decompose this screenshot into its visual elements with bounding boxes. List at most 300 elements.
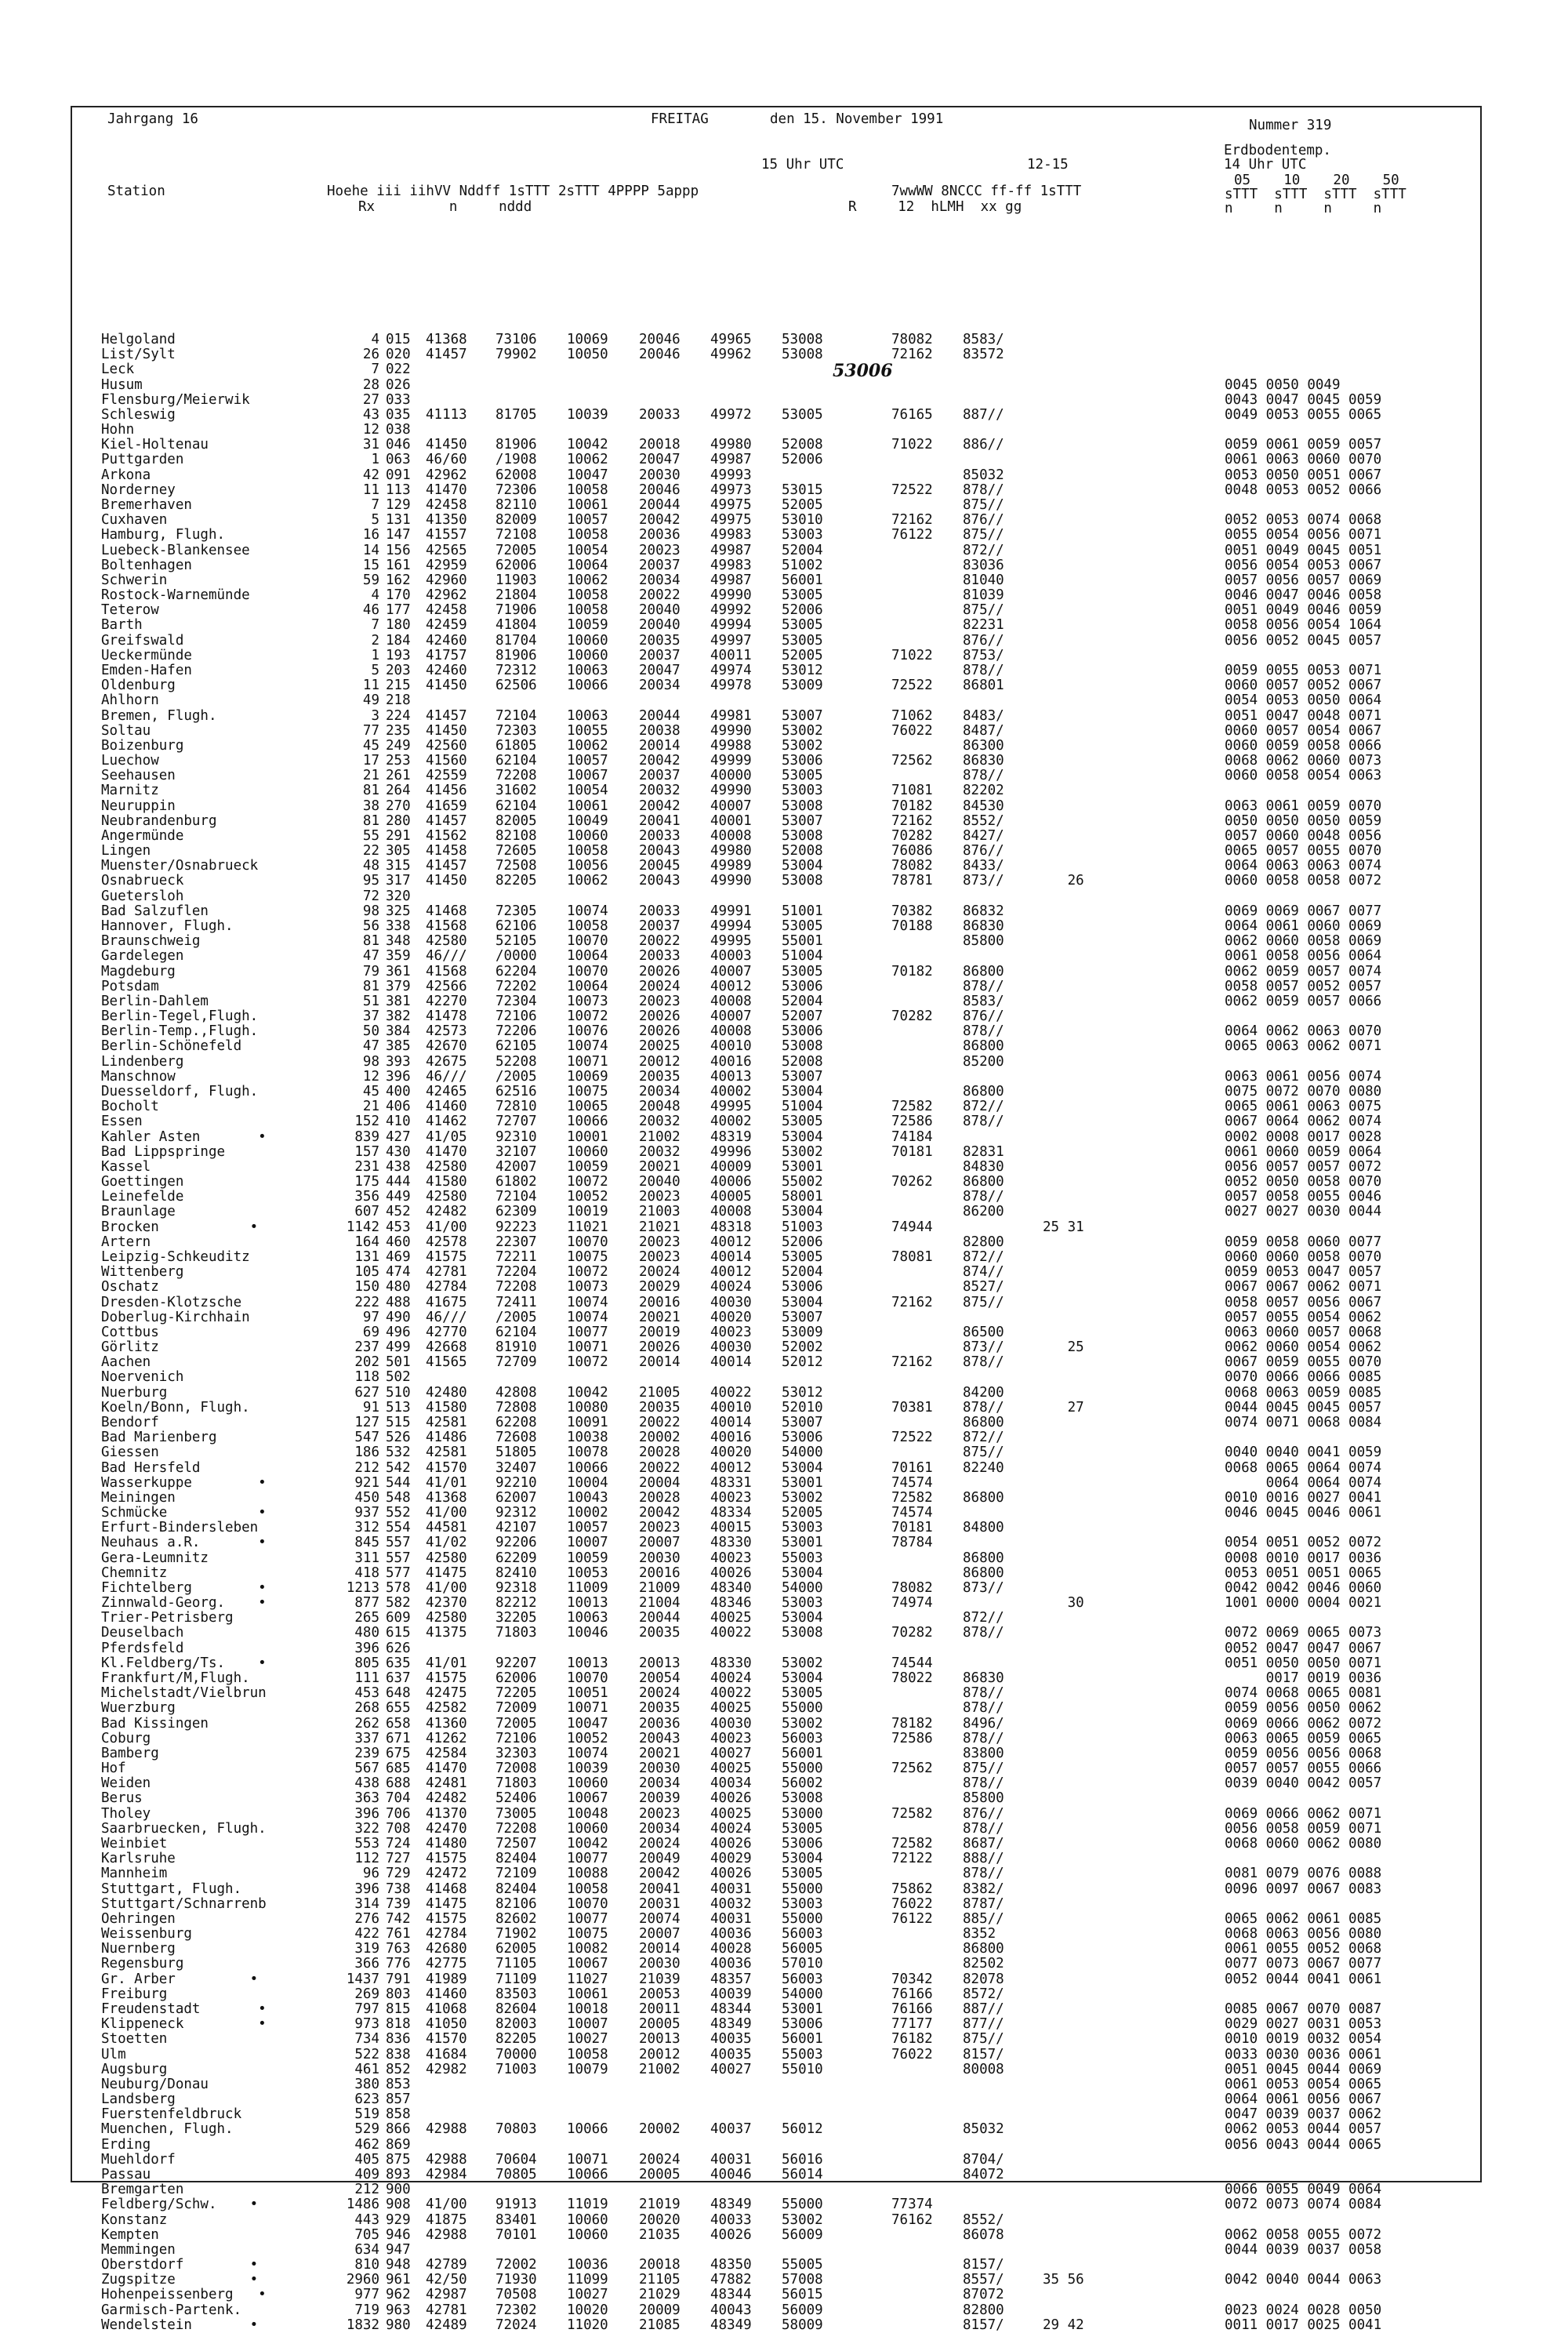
soil-temps: 0059 0055 0053 0071	[1225, 662, 1382, 678]
tendency-group: 56009	[782, 2302, 823, 2318]
iihvv-group: 42472	[426, 1866, 467, 1882]
cloud-group: 86800	[963, 1941, 1004, 1957]
iihvv-group: 41575	[426, 1248, 467, 1265]
weather-group: 77374	[891, 2197, 933, 2213]
station-height: 268	[354, 1700, 379, 1717]
soil-temps: 0059 0056 0056 0068	[1225, 1745, 1382, 1761]
iihvv-group: 42770	[426, 1324, 467, 1340]
station-id: 513	[386, 1399, 411, 1415]
temp-group-2: 20046	[639, 347, 681, 363]
range-12-15-label: 12-15	[1027, 157, 1069, 173]
soil-temps: 0070 0066 0066 0085	[1225, 1369, 1382, 1386]
station-height: 5	[371, 512, 379, 529]
soil-temps: 0059 0056 0050 0062	[1225, 1700, 1382, 1717]
station-id: 406	[386, 1099, 411, 1115]
weather-group: 70342	[891, 1971, 933, 1987]
tendency-group: 53000	[782, 1805, 823, 1822]
iihvv-group: 42988	[426, 2226, 467, 2243]
weather-group: 72582	[891, 1489, 933, 1506]
station-id: 776	[386, 1956, 411, 1972]
weather-group: 78081	[891, 1248, 933, 1265]
station-id: 648	[386, 1685, 411, 1702]
station-id: 577	[386, 1564, 411, 1581]
cloud-group: 85032	[963, 467, 1004, 483]
temp-group-1: 10058	[567, 481, 608, 498]
pressure-group: 40000	[710, 768, 752, 784]
station-id: 177	[386, 602, 411, 619]
temp-group-1: 10077	[567, 1910, 608, 1927]
pressure-group: 48344	[710, 2287, 752, 2303]
soil-temps: 0023 0024 0028 0050	[1225, 2302, 1382, 2318]
cloud-group: 875//	[963, 1761, 1004, 1777]
station-id: 270	[386, 798, 411, 814]
soil-temps: 0069 0069 0067 0077	[1225, 903, 1382, 919]
station-height: 366	[354, 1956, 379, 1972]
station-name: Augsburg	[101, 2061, 168, 2077]
iihvv-group: 42370	[426, 1595, 467, 1612]
iihvv-group: 41480	[426, 1836, 467, 1852]
iihvv-group: 41478	[426, 1008, 467, 1025]
station-id: 708	[386, 1820, 411, 1837]
station-id: 449	[386, 1189, 411, 1205]
station-id: 193	[386, 647, 411, 663]
nddff-group: 62516	[495, 1084, 537, 1099]
tendency-group: 53002	[782, 1143, 823, 1160]
pressure-group: 40008	[710, 1023, 752, 1040]
temp-group-2: 20002	[639, 2121, 681, 2138]
station-id: 548	[386, 1489, 411, 1506]
station-height: 98	[362, 903, 379, 919]
station-height: 131	[354, 1248, 379, 1265]
station-id: 224	[386, 707, 411, 724]
cloud-group: 86800	[963, 963, 1004, 979]
station-height: 734	[354, 2031, 379, 2048]
station-id: 515	[386, 1414, 411, 1430]
cloud-group: 81040	[963, 572, 1004, 588]
station-id: 379	[386, 978, 411, 994]
cloud-group: 8787/	[963, 1895, 1004, 1912]
iihvv-group: 42775	[426, 1956, 467, 1972]
station-height: 262	[354, 1715, 379, 1732]
tendency-group: 56001	[782, 2031, 823, 2048]
weather-group: 76166	[891, 1986, 933, 2002]
nddff-group: 81705	[495, 406, 537, 423]
iihvv-group: 42582	[426, 1700, 467, 1717]
temp-group-2: 20046	[639, 481, 681, 498]
cloud-group: 8753/	[963, 647, 1004, 663]
temp-group-2: 20020	[639, 2211, 681, 2228]
soil-temps: 0060 0059 0058 0066	[1225, 737, 1382, 754]
nddff-group: 72002	[495, 2257, 537, 2273]
temp-group-2: 20042	[639, 1505, 681, 1521]
station-height: 396	[354, 1881, 379, 1897]
tendency-group: 53005	[782, 587, 823, 604]
tendency-group: 53004	[782, 1564, 823, 1581]
tendency-group: 52004	[782, 1264, 823, 1281]
tendency-group: 53005	[782, 1820, 823, 1837]
tendency-group: 51003	[782, 1219, 823, 1235]
weather-group: 72162	[891, 1294, 933, 1310]
temp-group-1: 10075	[567, 1248, 608, 1265]
pressure-group: 40002	[710, 1084, 752, 1099]
cloud-group: 82202	[963, 783, 1004, 799]
jahrgang: Jahrgang 16	[107, 111, 198, 127]
iihvv-group: 41659	[426, 798, 467, 814]
pressure-group: 40024	[710, 1820, 752, 1837]
temp-group-2: 20033	[639, 948, 681, 965]
pressure-group: 48357	[710, 1971, 752, 1987]
station-name: Gera-Leumnitz	[101, 1550, 209, 1566]
weather-group: 70181	[891, 1143, 933, 1160]
station-height: 553	[354, 1836, 379, 1852]
station-name: Stuttgart, Flugh.	[101, 1881, 242, 1897]
temp-group-1: 10038	[567, 1430, 608, 1446]
pressure-group: 48344	[710, 2000, 752, 2017]
nddff-group: 51805	[495, 1444, 537, 1461]
pressure-group: 40030	[710, 1715, 752, 1732]
iihvv-group: 42680	[426, 1941, 467, 1957]
soil-temps: 0048 0053 0052 0066	[1225, 481, 1382, 498]
station-height: 150	[354, 1279, 379, 1296]
tendency-group: 53004	[782, 1294, 823, 1310]
cloud-group: 83800	[963, 1745, 1004, 1761]
pressure-group: 40037	[710, 2121, 752, 2138]
station-name: Hamburg, Flugh.	[101, 527, 226, 543]
cloud-group: 878//	[963, 1820, 1004, 1837]
nddff-group: 62005	[495, 1941, 537, 1957]
temp-group-2: 20013	[639, 2031, 681, 2048]
cloud-group: 85800	[963, 1790, 1004, 1807]
temp-group-1: 10050	[567, 347, 608, 363]
temp-group-2: 20024	[639, 1685, 681, 1702]
station-id: 046	[386, 437, 411, 453]
cloud-group: 80008	[963, 2061, 1004, 2077]
cloud-group: 8496/	[963, 1715, 1004, 1732]
iihvv-group: 42675	[426, 1053, 467, 1070]
tendency-group: 54000	[782, 1986, 823, 2002]
temp-group-2: 21019	[639, 2197, 681, 2213]
nddff-group: 70101	[495, 2226, 537, 2243]
station-height: 15	[362, 557, 379, 573]
station-id: 738	[386, 1881, 411, 1897]
soil-temps: 0043 0047 0045 0059	[1225, 391, 1382, 408]
station-height: 79	[362, 963, 379, 979]
station-name: Boltenhagen	[101, 557, 192, 573]
cloud-group: 8352	[963, 1926, 996, 1942]
cloud-group: 876//	[963, 512, 1004, 529]
station-id: 022	[386, 362, 411, 378]
station-name: Luebeck-Blankensee	[101, 542, 250, 558]
soil-temps: 0046 0045 0046 0061	[1225, 1505, 1382, 1521]
soil-temps: 0042 0040 0044 0063	[1225, 2272, 1382, 2288]
iihvv-group: 41360	[426, 1715, 467, 1732]
temp-group-2: 20037	[639, 647, 681, 663]
iihvv-group: 41368	[426, 332, 467, 347]
soil-temps: 0054 0053 0050 0064	[1225, 692, 1382, 709]
weather-group: 78781	[891, 873, 933, 889]
cloud-group: 8433/	[963, 858, 1004, 874]
soil-temps: 0056 0054 0053 0067	[1225, 557, 1382, 573]
weekday: FREITAG	[651, 111, 709, 127]
temp-group-1: 10074	[567, 1038, 608, 1055]
station-name: Muenster/Osnabrueck	[101, 858, 259, 874]
soil-temps: 0058 0057 0056 0067	[1225, 1294, 1382, 1310]
station-id: 761	[386, 1926, 411, 1942]
nddff-group: 71906	[495, 602, 537, 619]
station-name: Weiden	[101, 1775, 151, 1792]
iihvv-group: 42781	[426, 1264, 467, 1281]
station-name: Saarbruecken, Flugh.	[101, 1820, 267, 1837]
cloud-group: 83036	[963, 557, 1004, 573]
cloud-group: 86078	[963, 2226, 1004, 2243]
station-id: 544	[386, 1474, 411, 1491]
station-id: 557	[386, 1550, 411, 1566]
temp-group-2: 20024	[639, 1264, 681, 1281]
station-name: Coburg	[101, 1730, 151, 1746]
temp-group-2: 20026	[639, 1023, 681, 1040]
station-height: 81	[362, 812, 379, 829]
iihvv-group: 41457	[426, 858, 467, 874]
temp-group-2: 20014	[639, 1354, 681, 1371]
station-height: 845	[354, 1535, 379, 1551]
pressure-group: 40027	[710, 1745, 752, 1761]
soil-temps: 0064 0061 0056 0067	[1225, 2091, 1382, 2108]
station-height: 231	[354, 1158, 379, 1175]
nddff-group: 81906	[495, 437, 537, 453]
cloud-group: 872//	[963, 1248, 1004, 1265]
soil-temps: 0065 0061 0063 0075	[1225, 1099, 1382, 1115]
gust-group: 35 56	[1043, 2272, 1084, 2288]
cloud-group: 8527/	[963, 1279, 1004, 1296]
station-id: 688	[386, 1775, 411, 1792]
pressure-group: 40012	[710, 1459, 752, 1476]
cloud-group: 878//	[963, 1354, 1004, 1371]
tendency-group: 52006	[782, 602, 823, 619]
station-id: 325	[386, 903, 411, 919]
tendency-group: 52006	[782, 1234, 823, 1250]
station-name: Boizenburg	[101, 737, 184, 754]
temp-group-1: 10042	[567, 1836, 608, 1852]
iihvv-group: 41/01	[426, 1655, 467, 1671]
temp-group-2: 20041	[639, 1881, 681, 1897]
soil-temps: 0057 0058 0055 0046	[1225, 1189, 1382, 1205]
pressure-group: 49972	[710, 406, 752, 423]
iihvv-group: 41757	[426, 647, 467, 663]
tendency-group: 52005	[782, 647, 823, 663]
tendency-group: 53002	[782, 1715, 823, 1732]
station-name: Marnitz	[101, 783, 159, 799]
station-height: 265	[354, 1610, 379, 1626]
temp-group-1: 10043	[567, 1489, 608, 1506]
soil-temps: 0008 0010 0017 0036	[1225, 1550, 1382, 1566]
issue-number: Nummer 319	[1249, 118, 1332, 133]
station-id: 396	[386, 1068, 411, 1085]
soil-temps: 1001 0000 0004 0021	[1225, 1595, 1382, 1612]
station-height: 269	[354, 1986, 379, 2002]
tendency-group: 53007	[782, 1309, 823, 1325]
nddff-group: 62105	[495, 1038, 537, 1055]
station-height: 4	[371, 332, 379, 347]
temp-group-2: 20030	[639, 1956, 681, 1972]
weather-group: 74574	[891, 1505, 933, 1521]
cloud-group: 82502	[963, 1956, 1004, 1972]
weather-group: 78022	[891, 1670, 933, 1687]
station-name: Gr. Arber •	[101, 1971, 259, 1987]
temp-group-2: 21002	[639, 1128, 681, 1145]
soil-temps: 0062 0060 0058 0069	[1225, 933, 1382, 950]
station-height: 438	[354, 1775, 379, 1792]
pressure-group: 40009	[710, 1158, 752, 1175]
tendency-group: 55000	[782, 1761, 823, 1777]
temp-group-1: 10063	[567, 1610, 608, 1626]
station-name: Berlin-Schönefeld	[101, 1038, 242, 1055]
station-id: 253	[386, 753, 411, 769]
station-id: 496	[386, 1324, 411, 1340]
station-name: Karlsruhe	[101, 1851, 176, 1867]
synop-columns-subheader: Rx n nddd	[358, 199, 532, 215]
iihvv-group: 41470	[426, 1761, 467, 1777]
tendency-group: 53008	[782, 1790, 823, 1807]
nddff-group: 62204	[495, 963, 537, 979]
station-id: 962	[386, 2287, 411, 2303]
station-id: 510	[386, 1384, 411, 1401]
station-height: 22	[362, 843, 379, 859]
station-name: Duesseldorf, Flugh.	[101, 1084, 259, 1099]
soil-temps: 0064 0063 0063 0074	[1225, 858, 1382, 874]
station-id: 156	[386, 542, 411, 558]
iihvv-group: 42962	[426, 587, 467, 604]
pressure-group: 40025	[710, 1805, 752, 1822]
temp-group-1: 10057	[567, 1520, 608, 1536]
station-height: 356	[354, 1189, 379, 1205]
station-height: 81	[362, 783, 379, 799]
iihvv-group: 41/00	[426, 1579, 467, 1596]
station-name: Meiningen	[101, 1489, 176, 1506]
iihvv-group: 41470	[426, 481, 467, 498]
iihvv-group: 41568	[426, 918, 467, 935]
pressure-group: 40024	[710, 1670, 752, 1687]
nddff-group: 71003	[495, 2061, 537, 2077]
temp-group-2: 20044	[639, 1610, 681, 1626]
synop-columns-header: Hoehe iii iihVV Nddff 1sTTT 2sTTT 4PPPP 5appp	[327, 184, 699, 199]
station-id: 946	[386, 2226, 411, 2243]
pressure-group: 49975	[710, 512, 752, 529]
soil-temps: 0063 0065 0059 0065	[1225, 1730, 1382, 1746]
station-name: Stoetten	[101, 2031, 168, 2048]
station-name: Ulm	[101, 2046, 126, 2062]
cloud-group: 873//	[963, 1579, 1004, 1596]
temp-group-2: 20054	[639, 1670, 681, 1687]
soil-temps: 0056 0058 0059 0071	[1225, 1820, 1382, 1837]
station-height: 95	[362, 873, 379, 889]
iihvv-group: 44581	[426, 1520, 467, 1536]
pressure-group: 40024	[710, 1279, 752, 1296]
iihvv-group: 42781	[426, 2302, 467, 2318]
nddff-group: 71803	[495, 1775, 537, 1792]
nddff-group: 71902	[495, 1926, 537, 1942]
station-id: 460	[386, 1234, 411, 1250]
tendency-group: 53002	[782, 722, 823, 739]
temp-group-1: 10039	[567, 406, 608, 423]
station-name: Michelstadt/Vielbrun	[101, 1685, 267, 1702]
station-name: Neubrandenburg	[101, 812, 217, 829]
weather-group: 76182	[891, 2031, 933, 2048]
soil-temps: 0062 0058 0055 0072	[1225, 2226, 1382, 2243]
temp-group-2: 20034	[639, 1820, 681, 1837]
soil-temps: 0061 0055 0052 0068	[1225, 1941, 1382, 1957]
iihvv-group: 42481	[426, 1775, 467, 1792]
station-id: 261	[386, 768, 411, 784]
tendency-group: 53003	[782, 1520, 823, 1536]
soil-temps: 0046 0047 0046 0058	[1225, 587, 1382, 604]
station-name: Wuerzburg	[101, 1700, 176, 1717]
iihvv-group: 42460	[426, 662, 467, 678]
station-name: Memmingen	[101, 2241, 176, 2258]
cloud-group: 8687/	[963, 1836, 1004, 1852]
station-name: Cuxhaven	[101, 512, 168, 529]
cloud-group: 874//	[963, 1264, 1004, 1281]
station-height: 519	[354, 2106, 379, 2123]
tendency-group: 57010	[782, 1956, 823, 1972]
station-id: 727	[386, 1851, 411, 1867]
temp-group-2: 20043	[639, 843, 681, 859]
station-name: Oldenburg	[101, 678, 176, 694]
tendency-group: 53007	[782, 707, 823, 724]
iihvv-group: 41068	[426, 2000, 467, 2017]
weather-group: 72522	[891, 1430, 933, 1446]
station-name: Arkona	[101, 467, 151, 483]
nddff-group: 72810	[495, 1099, 537, 1115]
iihvv-group: 41450	[426, 722, 467, 739]
iihvv-group: 41475	[426, 1564, 467, 1581]
utc-15-label: 15 Uhr UTC	[761, 157, 844, 173]
iihvv-group: 42584	[426, 1745, 467, 1761]
station-id: 474	[386, 1264, 411, 1281]
temp-group-2: 20037	[639, 918, 681, 935]
temp-group-2: 20035	[639, 1625, 681, 1641]
tendency-group: 56016	[782, 2151, 823, 2168]
soil-temps: 0053 0051 0051 0065	[1225, 1564, 1382, 1581]
station-height: 111	[354, 1670, 379, 1687]
tendency-group: 53006	[782, 1279, 823, 1296]
iihvv-group: 42566	[426, 978, 467, 994]
pressure-group: 49981	[710, 707, 752, 724]
iihvv-group: 41458	[426, 843, 467, 859]
cloud-group: 82240	[963, 1459, 1004, 1476]
pressure-group: 40020	[710, 1444, 752, 1461]
station-id: 615	[386, 1625, 411, 1641]
iihvv-group: 42581	[426, 1444, 467, 1461]
cloud-group: 84200	[963, 1384, 1004, 1401]
station-height: 461	[354, 2061, 379, 2077]
pressure-group: 49987	[710, 572, 752, 588]
station-name: Hof	[101, 1761, 126, 1777]
station-name: Chemnitz	[101, 1564, 168, 1581]
pressure-group: 49992	[710, 602, 752, 619]
station-id: 453	[386, 1219, 411, 1235]
temp-group-1: 10059	[567, 1550, 608, 1566]
iihvv-group: 41450	[426, 678, 467, 694]
station-id: 671	[386, 1730, 411, 1746]
pressure-group: 40031	[710, 2151, 752, 2168]
tendency-group: 55003	[782, 2046, 823, 2062]
tendency-group: 52002	[782, 1339, 823, 1356]
pressure-group: 40015	[710, 1520, 752, 1536]
pressure-group: 40010	[710, 1038, 752, 1055]
temp-group-1: 10066	[567, 2166, 608, 2182]
iihvv-group: 41580	[426, 1174, 467, 1190]
tendency-group: 53001	[782, 1474, 823, 1491]
